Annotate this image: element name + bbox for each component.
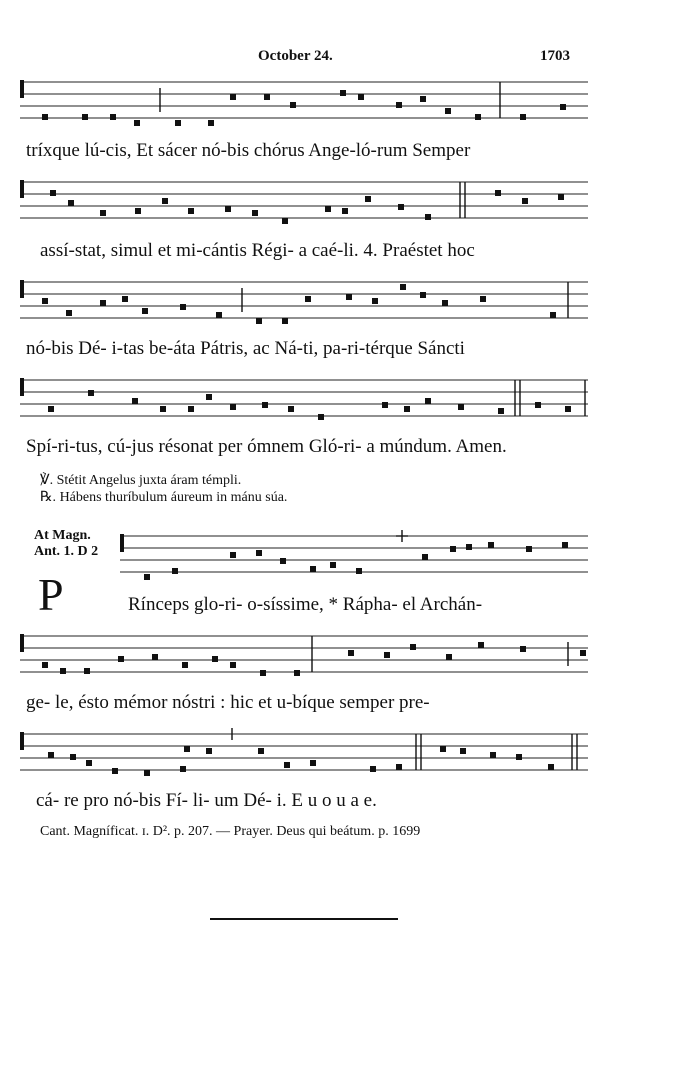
chant-staff-7 — [20, 726, 588, 786]
lyric-line-3: nó-bis Dé- i-tas be-áta Pátris, ac Ná-ti, pa-ri-térque Sáncti — [26, 338, 465, 359]
response-text: Hábens thuríbulum áureum in mánu súa. — [59, 490, 288, 505]
running-title: October 24. — [258, 48, 333, 64]
chant-staff-5 — [120, 528, 588, 588]
chant-staff-3 — [20, 274, 588, 334]
versicle-text: Stétit Angelus juxta áram témpli. — [56, 473, 242, 488]
lyric-line-4: Spí-ri-tus, cú-jus résonat per ómnem Gló-ri- a múndum. Amen. — [26, 436, 507, 457]
end-rule — [210, 918, 398, 920]
lyric-line-2: assí-stat, simul et mi-cántis Régi- a caé-li. 4. Praéstet hoc — [40, 240, 475, 261]
response-line — [40, 489, 287, 506]
chant-staff-6 — [20, 628, 588, 688]
versicle-line — [40, 472, 241, 489]
chant-staff-1 — [20, 74, 588, 134]
chant-staff-4 — [20, 372, 588, 432]
antiphon-label-2: Ant. 1. D 2 — [34, 544, 99, 559]
response-symbol: ℞. — [40, 490, 57, 505]
antiphon-lyric-line-3: cá- re pro nó-bis Fí- li- um Dé- i. E u o u a e. — [36, 790, 377, 811]
antiphon-lyric-line-2: ge- le, ésto mémor nóstri : hic et u-bíque semper pre- — [26, 692, 430, 713]
antiphon-initial: P — [38, 569, 64, 620]
versicle-symbol: ℣. — [40, 473, 54, 488]
lyric-line-1: tríxque lú-cis, Et sácer nó-bis chórus Ange-ló-rum Semper — [26, 140, 471, 161]
antiphon-label-1: At Magn. — [34, 528, 91, 543]
antiphon-lyric-line-1: Rínceps glo-ri- o-síssime, * Rápha- el Archán- — [128, 594, 483, 615]
footer-reference: Cant. Magníficat. ɪ. D². p. 207. — Prayer. Deus qui beátum. p. 1699 — [40, 824, 421, 839]
page-number: 1703 — [540, 48, 570, 64]
chant-staff-2 — [20, 174, 588, 234]
